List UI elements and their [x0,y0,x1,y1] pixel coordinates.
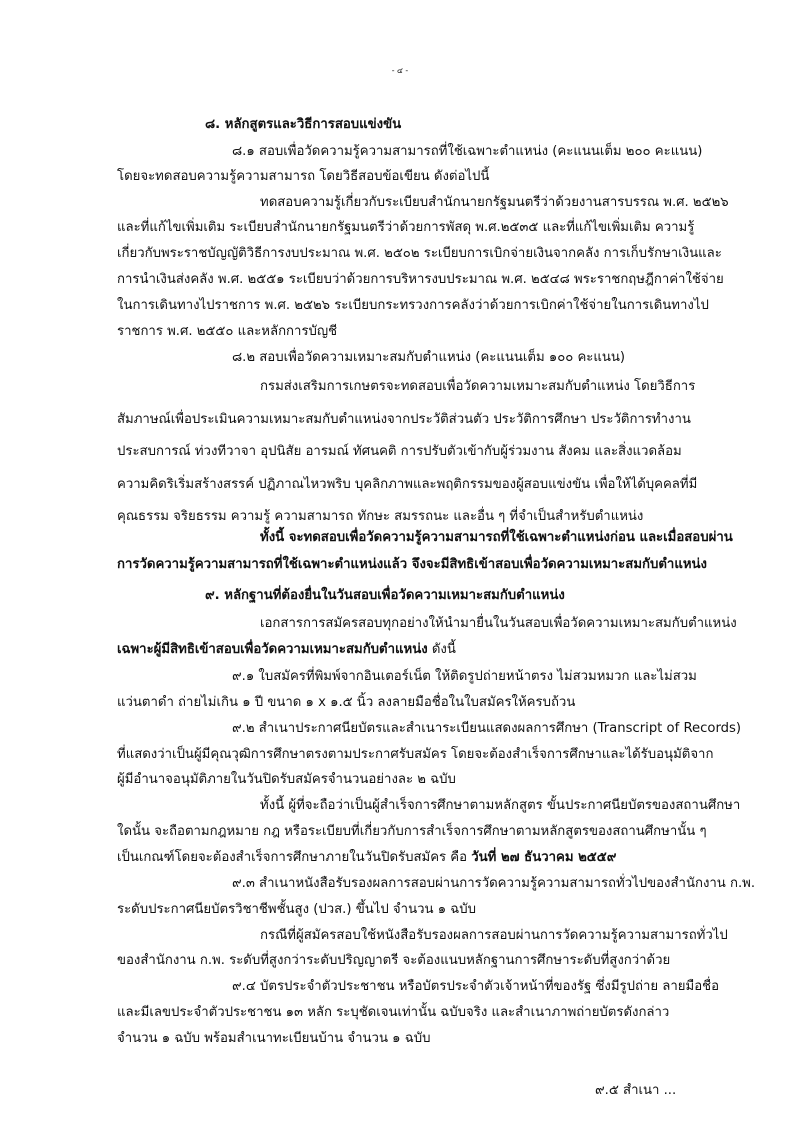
deadline-prefix: เป็นเกณฑ์โดยจะต้องสำเร็จการศึกษาภายในวันปิดรับสมัคร คือ [117,850,472,865]
section-9-3-line-2: ระดับประกาศนียบัตรวิชาชีพชั้นสูง (ปวส.) ขึ้นไป จำนวน ๑ ฉบับ [117,902,476,917]
section-8-2-line-4: ประสบการณ์ ท่วงทีวาจา อุปนิสัย อารมณ์ ทัศนคติ การปรับตัวเข้ากับผู้ร่วมงาน สังคม และสิ่งแวดล้อม [117,444,682,459]
page-number: - ๔ - [391,66,409,75]
section-9-2-line-5: ใดนั้น จะถือตามกฎหมาย กฎ หรือระเบียบที่เกี่ยวกับการสำเร็จการศึกษาตามหลักสูตรของสถานศึกษานั้น ๆ [117,824,707,839]
section-8-1-line-8: ราชการ พ.ศ. ๒๕๕๐ และหลักการบัญชี [117,324,338,339]
section-8-1-line-1: ๘.๑ สอบเพื่อวัดความรู้ความสามารถที่ใช้เฉพาะตำแหน่ง (คะแนนเต็ม ๒๐๐ คะแนน) [232,144,703,159]
section-9-intro-line-2 [117,641,456,659]
section-9-4-line-2: และมีเลขประจำตัวประชาชน ๑๓ หลัก ระบุชัดเจนเท่านั้น ฉบับจริง และสำเนาภาพถ่ายบัตรดังกล่าว [117,1005,670,1020]
section-9-intro-bold: เฉพาะผู้มีสิทธิเข้าสอบเพื่อวัดความเหมาะสมกับตำแหน่ง [117,642,428,657]
section-8-2-line-3: สัมภาษณ์เพื่อประเมินความเหมาะสมกับตำแหน่งจากประวัติส่วนตัว ประวัติการศึกษา ประวัติการทำงาน [117,412,691,427]
section-9-2-line-3: ผู้มีอำนาจอนุมัติภายในวันปิดรับสมัครจำนวนอย่างละ ๒ ฉบับ [117,772,456,787]
section-9-1-line-1: ๙.๑ ใบสมัครที่พิมพ์จากอินเตอร์เน็ต ให้ติดรูปถ่ายหน้าตรง ไม่สวมหมวก และไม่สวม [232,669,697,684]
section-9-3-line-4: ของสำนักงาน ก.พ. ระดับที่สูงกว่าระดับปริญญาตรี จะต้องแนบหลักฐานการศึกษาระดับที่สูงกว่าด้วย [117,953,671,968]
section-8-2-line-6: คุณธรรม จริยธรรม ความรู้ ความสามารถ ทักษะ สมรรถนะ และอื่น ๆ ที่จำเป็นสำหรับตำแหน่ง [117,509,644,524]
section-9-2-line-2: ที่แสดงว่าเป็นผู้มีคุณวุฒิการศึกษาตรงตามประกาศรับสมัคร โดยจะต้องสำเร็จการศึกษาและได้รับอนุมัติจาก [117,747,714,762]
section-9-4-line-1: ๙.๔ บัตรประจำตัวประชาชน หรือบัตรประจำตัวเจ้าหน้าที่ของรัฐ ซึ่งมีรูปถ่าย ลายมือชื่อ [232,979,719,994]
section-8-heading: ๘. หลักสูตรและวิธีการสอบแข่งขัน [205,117,402,132]
section-9-3-line-3: กรณีที่ผู้สมัครสอบใช้หนังสือรับรองผลการสอบผ่านการวัดความรู้ความสามารถทั่วไป [260,928,728,943]
section-8-1-line-5: เกี่ยวกับพระราชบัญญัติวิธีการงบประมาณ พ.ศ. ๒๕๐๒ ระเบียบการเบิกจ่ายเงินจากคลัง การเก็บรักษาเงินและ [117,246,722,261]
section-8-2-line-2: กรมส่งเสริมการเกษตรจะทดสอบเพื่อวัดความเหมาะสมกับตำแหน่ง โดยวิธีการ [260,379,696,394]
section-8-note-line-2: การวัดความรู้ความสามารถที่ใช้เฉพาะตำแหน่งแล้ว จึงจะมีสิทธิเข้าสอบเพื่อวัดความเหมาะสมกับตำแหน่ง [117,557,707,572]
section-8-2-line-5: ความคิดริเริ่มสร้างสรรค์ ปฏิภาณไหวพริบ บุคลิกภาพและพฤติกรรมของผู้สอบแข่งขัน เพื่อให้ได้บุคคลที่มี [117,477,698,492]
section-9-intro-rest: ดังนี้ [427,642,456,657]
section-9-2-line-6 [117,849,616,867]
section-9-3-line-1: ๙.๓ สำเนาหนังสือรับรองผลการสอบผ่านการวัดความรู้ความสามารถทั่วไปของสำนักงาน ก.พ. [232,876,756,891]
deadline-date: วันที่ ๒๗ ธันวาคม ๒๕๕๙ [471,850,617,865]
section-9-intro-line-1: เอกสารการสมัครสอบทุกอย่างให้นำมายื่นในวันสอบเพื่อวัดความเหมาะสมกับตำแหน่ง [260,616,737,631]
section-9-2-line-4: ทั้งนี้ ผู้ที่จะถือว่าเป็นผู้สำเร็จการศึกษาตามหลักสูตร ขั้นประกาศนียบัตรของสถานศึกษา [260,798,741,813]
section-9-2-line-1: ๙.๒ สำเนาประกาศนียบัตรและสำเนาระเบียนแสดงผลการศึกษา (Transcript of Records) [232,721,742,736]
section-8-1-line-3: ทดสอบความรู้เกี่ยวกับระเบียบสำนักนายกรัฐมนตรีว่าด้วยงานสารบรรณ พ.ศ. ๒๕๒๖ [260,195,729,210]
section-9-heading: ๙. หลักฐานที่ต้องยื่นในวันสอบเพื่อวัดความเหมาะสมกับตำแหน่ง [205,588,565,603]
section-8-1-line-6: การนำเงินส่งคลัง พ.ศ. ๒๕๕๑ ระเบียบว่าด้วยการบริหารงบประมาณ พ.ศ. ๒๕๔๘ พระราชกฤษฎีกาค่าใช้จ่าย [117,272,724,287]
section-9-4-line-3: จำนวน ๑ ฉบับ พร้อมสำเนาทะเบียนบ้าน จำนวน ๑ ฉบับ [117,1031,431,1046]
section-9-1-line-2: แว่นตาดำ ถ่ายไม่เกิน ๑ ปี ขนาด ๑ x ๑.๕ นิ้ว ลงลายมือชื่อในใบสมัครให้ครบถ้วน [117,695,576,710]
section-8-note-line-1: ทั้งนี้ จะทดสอบเพื่อวัดความรู้ความสามารถที่ใช้เฉพาะตำแหน่งก่อน และเมื่อสอบผ่าน [260,530,733,545]
section-8-1-line-7: ในการเดินทางไปราชการ พ.ศ. ๒๕๒๖ ระเบียบกระทรวงการคลังว่าด้วยการเบิกค่าใช้จ่ายในการเดินทางไป [117,298,709,313]
continuation-note: ๙.๕ สำเนา ... [595,1083,677,1098]
section-8-1-line-2: โดยจะทดสอบความรู้ความสามารถ โดยวิธีสอบข้อเขียน ดังต่อไปนี้ [117,169,490,184]
section-8-2-line-1: ๘.๒ สอบเพื่อวัดความเหมาะสมกับตำแหน่ง (คะแนนเต็ม ๑๐๐ คะแนน) [232,350,626,365]
section-8-1-line-4: และที่แก้ไขเพิ่มเติม ระเบียบสำนักนายกรัฐมนตรีว่าด้วยการพัสดุ พ.ศ.๒๕๓๕ และที่แก้ไขเพิ่มเติม ความรู้ [117,220,695,235]
